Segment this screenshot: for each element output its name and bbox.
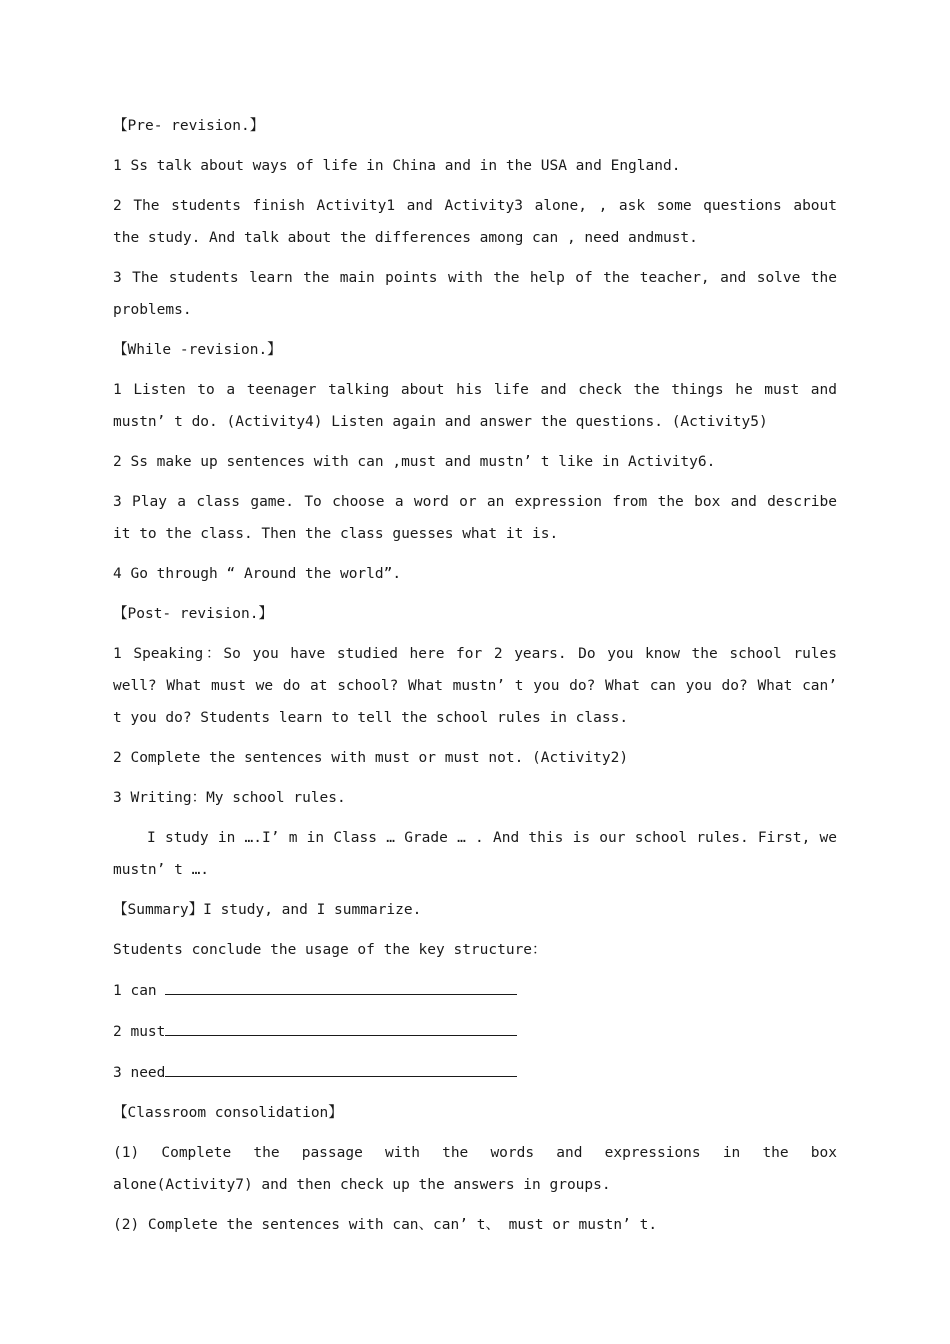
summary-heading: 【Summary】I study, and I summarize. — [113, 902, 422, 918]
writing-prompt: I study in ….I’ m in Class … Grade … . And this is our school rules. First, we mustn’ t …. — [113, 830, 837, 878]
answer-blank-line[interactable] — [165, 1056, 517, 1077]
consolidation-heading: 【Classroom consolidation】 — [113, 1105, 343, 1121]
answer-blank-line[interactable] — [165, 1015, 517, 1036]
while-revision-item-3: 3 Play a class game. To choose a word or an expression from the box and describe it to the class. Then the class guesses what it is. — [113, 494, 837, 542]
while-revision-item-2: 2 Ss make up sentences with can ,must and mustn’ t like in Activity6. — [113, 454, 716, 470]
pre-revision-item-2: 2 The students finish Activity1 and Activity3 alone, , ask some questions about the study. And talk about the differences among can , need andmust. — [113, 198, 837, 246]
answer-blank-line[interactable] — [165, 974, 517, 995]
while-revision-item-1: 1 Listen to a teenager talking about his life and check the things he must and mustn’ t do. (Activity4) Listen again and answer the questions. (Activity5) — [113, 382, 837, 430]
post-revision-item-2: 2 Complete the sentences with must or must not. (Activity2) — [113, 750, 629, 766]
summary-blank-need — [113, 1056, 837, 1089]
while-revision-heading: 【While -revision.】 — [113, 342, 282, 358]
post-revision-heading: 【Post- revision.】 — [113, 606, 273, 622]
summary-blank-label: 1 can — [113, 983, 166, 999]
while-revision-item-4: 4 Go through “ Around the world”. — [113, 566, 402, 582]
post-revision-item-1: 1 Speaking：So you have studied here for 2 years. Do you know the school rules well? What must we do at school? What mustn’ t you do? What can you do? What can’ t you do? Students learn to tell the school rules in class. — [113, 646, 837, 726]
summary-blank-can — [113, 974, 837, 1007]
summary-intro: Students conclude the usage of the key structure： — [113, 942, 547, 958]
summary-blank-label: 3 need — [113, 1065, 166, 1081]
pre-revision-item-3: 3 The students learn the main points with the help of the teacher, and solve the problems. — [113, 270, 837, 318]
pre-revision-item-1: 1 Ss talk about ways of life in China and in the USA and England. — [113, 158, 681, 174]
summary-blank-label: 2 must — [113, 1024, 166, 1040]
summary-blank-must — [113, 1015, 837, 1048]
consolidation-item-1: (1) Complete the passage with the words and expressions in the box alone(Activity7) and then check up the answers in groups. — [113, 1145, 837, 1193]
document-page — [113, 110, 837, 1249]
post-revision-item-3: 3 Writing：My school rules. — [113, 790, 346, 806]
consolidation-item-2: (2) Complete the sentences with can、can’ t、 must or mustn’ t. — [113, 1217, 658, 1233]
pre-revision-heading: 【Pre- revision.】 — [113, 118, 265, 134]
